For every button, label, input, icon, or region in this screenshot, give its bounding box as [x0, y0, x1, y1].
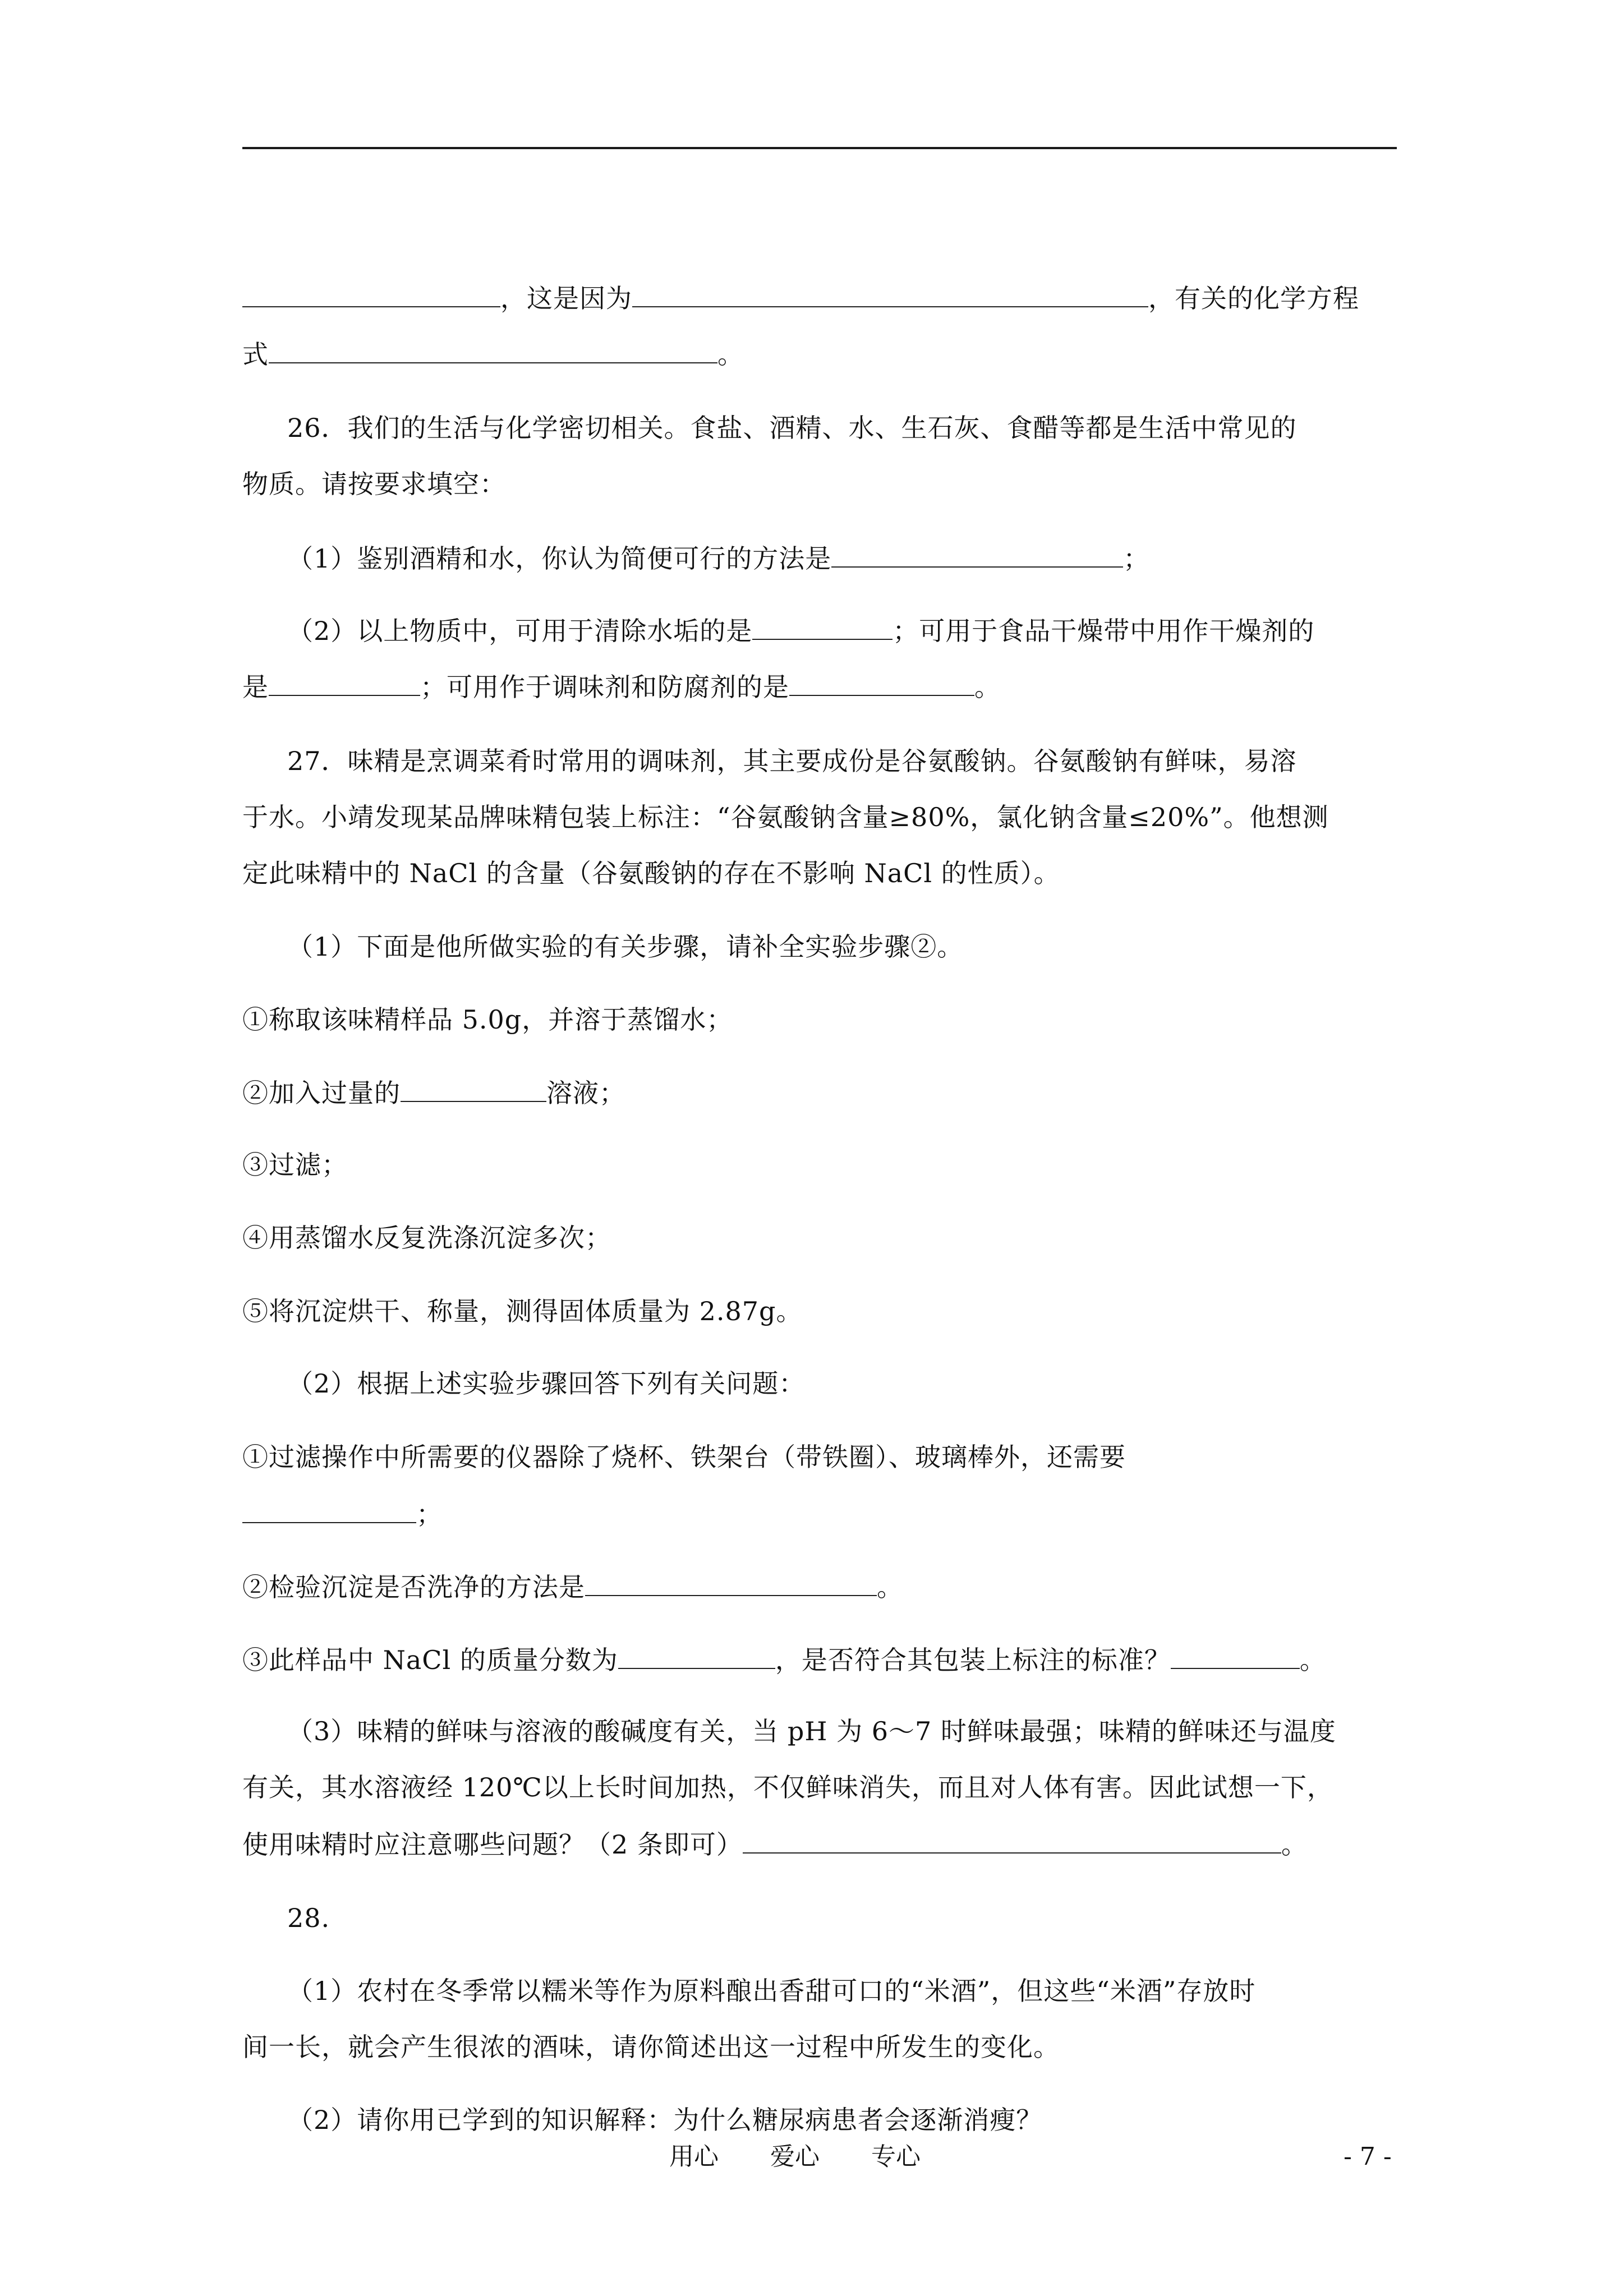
line-text: 物质。请按要求填空：	[242, 469, 506, 499]
answer-blank[interactable]	[242, 280, 500, 307]
line-text: 定此味精中的 NaCl 的含量（谷氨酸钠的存在不影响 NaCl 的性质）。	[242, 858, 1060, 888]
text-line	[287, 930, 963, 963]
text-line	[242, 336, 744, 371]
answer-blank[interactable]	[743, 1827, 1281, 1854]
text-line	[242, 800, 1329, 834]
text-line	[242, 1294, 803, 1328]
answer-blank[interactable]	[752, 613, 892, 640]
line-text: 有关，其水溶液经 120℃以上长时间加热，不仅鲜味消失，而且对人体有害。因此试想一下，	[242, 1772, 1333, 1802]
line-text: 26．我们的生活与化学密切相关。食盐、酒精、水、生石灰、食醋等都是生活中常见的	[287, 413, 1297, 443]
line-text: 溶液；	[546, 1078, 625, 1108]
line-text: ②检验沉淀是否洗净的方法是	[242, 1572, 585, 1602]
text-line	[287, 411, 1297, 445]
text-line	[287, 744, 1297, 778]
text-line	[242, 669, 1001, 704]
answer-blank[interactable]	[632, 280, 1148, 307]
answer-blank[interactable]	[269, 336, 717, 363]
answer-blank[interactable]	[1171, 1642, 1300, 1669]
line-text: 27．味精是烹调菜肴时常用的调味剂，其主要成份是谷氨酸钠。谷氨酸钠有鲜味，易溶	[287, 746, 1297, 776]
line-text: （3）味精的鲜味与溶液的酸碱度有关，当 pH 为 6～7 时鲜味最强；味精的鲜味还与温度	[287, 1716, 1336, 1746]
answer-blank[interactable]	[269, 669, 420, 696]
line-text: ，这是因为	[500, 283, 632, 313]
text-line	[287, 1714, 1336, 1748]
answer-blank[interactable]	[401, 1075, 546, 1102]
line-text: ，是否符合其包装上标注的标准？	[775, 1645, 1171, 1675]
text-line	[242, 1148, 348, 1182]
text-line	[242, 1569, 903, 1604]
line-text: （2）请你用已学到的知识解释：为什么糖尿病患者会逐渐消瘦？	[287, 2105, 1043, 2135]
line-text: ③此样品中 NaCl 的质量分数为	[242, 1645, 618, 1675]
text-line	[287, 1974, 1255, 2008]
line-text: ①过滤操作中所需要的仪器除了烧杯、铁架台（带铁圈）、玻璃棒外，还需要	[242, 1442, 1126, 1472]
line-text: （1）下面是他所做实验的有关步骤，请补全实验步骤②。	[287, 932, 964, 962]
line-text: ；可用于食品干燥带中用作干燥剂的	[892, 616, 1315, 646]
line-text: ③过滤；	[242, 1150, 348, 1180]
line-text: 是	[242, 672, 269, 702]
line-text: 。	[877, 1572, 903, 1602]
line-text: 使用味精时应注意哪些问题？（2 条即可）	[242, 1829, 743, 1860]
text-line	[242, 2030, 1060, 2064]
answer-blank[interactable]	[242, 1496, 416, 1523]
line-text: ；可用作于调味剂和防腐剂的是	[420, 672, 789, 702]
text-line	[242, 1221, 611, 1255]
text-line	[242, 280, 1359, 315]
text-line	[242, 1771, 1333, 1804]
line-text: ；	[1123, 543, 1150, 574]
line-text: 。	[717, 339, 744, 370]
line-text: ⑤将沉淀烘干、称量，测得固体质量为 2.87g。	[242, 1296, 803, 1326]
line-text: 。	[1281, 1829, 1308, 1860]
answer-blank[interactable]	[618, 1642, 775, 1669]
footer-motto-3: 专心	[871, 2142, 921, 2171]
line-text: 。	[974, 672, 1001, 702]
text-line	[242, 1827, 1308, 1861]
line-text: ①称取该味精样品 5.0g，并溶于蒸馏水；	[242, 1004, 733, 1035]
footer-motto-2: 爱心	[770, 2142, 820, 2171]
text-line	[242, 1003, 733, 1036]
text-line	[242, 1440, 1126, 1474]
line-text: 间一长，就会产生很浓的酒味，请你简述出这一过程中所发生的变化。	[242, 2032, 1060, 2062]
footer-motto-1: 用心	[669, 2142, 719, 2171]
header-rule	[242, 147, 1397, 149]
text-line	[242, 1496, 443, 1531]
line-text: （1）农村在冬季常以糯米等作为原料酿出香甜可口的“米酒”，但这些“米酒”存放时	[287, 1976, 1256, 2006]
answer-blank[interactable]	[789, 669, 974, 696]
answer-blank[interactable]	[831, 541, 1123, 568]
text-line	[242, 467, 506, 501]
text-line	[287, 1367, 805, 1400]
text-line	[287, 613, 1314, 648]
text-line	[287, 2103, 1042, 2137]
text-line	[287, 541, 1149, 575]
line-text: （1）鉴别酒精和水，你认为简便可行的方法是	[287, 543, 832, 574]
page-number: - 7 -	[1344, 2142, 1392, 2171]
line-text: ④用蒸馏水反复洗涤沉淀多次；	[242, 1223, 611, 1253]
line-text: （2）根据上述实验步骤回答下列有关问题：	[287, 1368, 806, 1399]
line-text: 。	[1299, 1645, 1326, 1675]
text-line	[242, 1075, 625, 1110]
line-text: 28.	[287, 1903, 330, 1933]
text-line	[242, 1642, 1326, 1677]
answer-blank[interactable]	[585, 1569, 877, 1596]
line-text: ，有关的化学方程	[1148, 283, 1359, 313]
line-text: 于水。小靖发现某品牌味精包装上标注：“谷氨酸钠含量≥80%，氯化钠含量≤20%”。他想测	[242, 802, 1329, 832]
text-line	[287, 1901, 330, 1935]
line-text: （2）以上物质中，可用于清除水垢的是	[287, 616, 753, 646]
text-line	[242, 856, 1060, 890]
line-text: 式	[242, 339, 269, 370]
line-text: ；	[416, 1499, 443, 1529]
line-text: ②加入过量的	[242, 1078, 401, 1108]
